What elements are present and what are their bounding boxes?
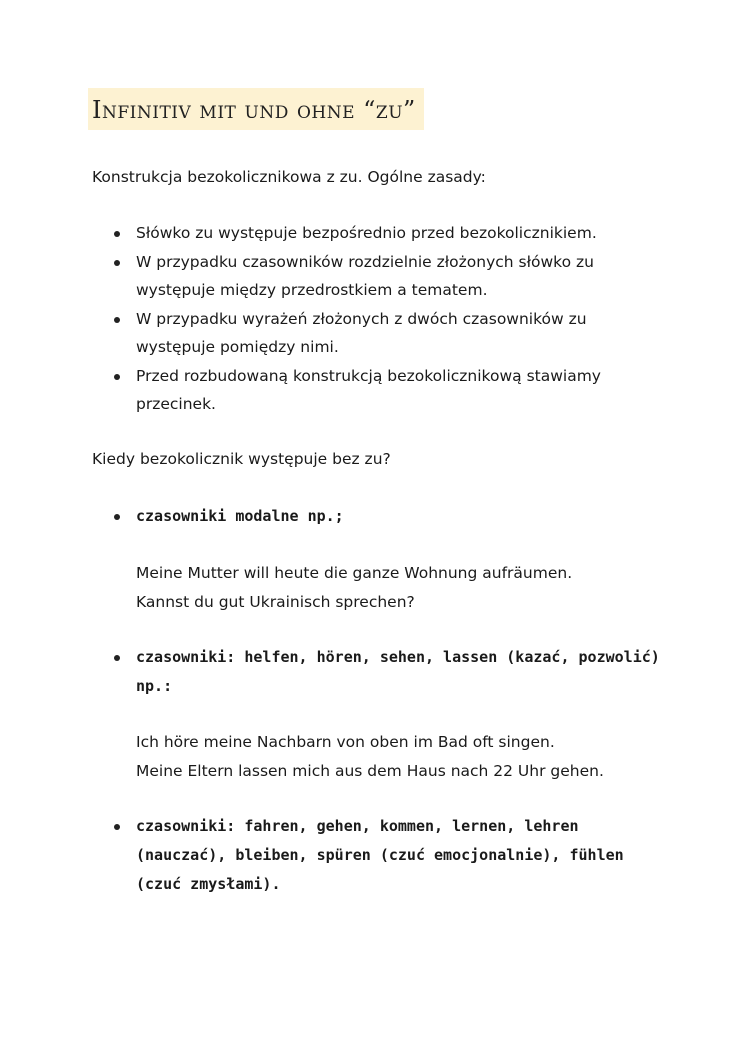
rules-list: [92, 219, 692, 419]
question-paragraph: Kiedy bezokolicznik występuje bez zu?: [92, 450, 391, 468]
case-heading: czasowniki: fahren, gehen, kommen, lernen, lehren (nauczać), bleiben, spüren (czuć emocjonalnie), fühlen (czuć zmysłami).: [92, 812, 672, 899]
list-item: Słówko zu występuje bezpośrednio przed bezokolicznikiem.: [92, 219, 692, 248]
list-item: W przypadku czasowników rozdzielnie złożonych słówko zu występuje między przedrostkiem a tematem.: [92, 248, 656, 305]
list-item: Przed rozbudowaną konstrukcją bezokolicznikową stawiamy przecinek.: [92, 362, 656, 419]
case-heading: czasowniki modalne np.;: [92, 502, 692, 531]
case-heading: czasowniki: helfen, hören, sehen, lassen (kazać, pozwolić) np.:: [92, 643, 672, 701]
example-sentence: Kannst du gut Ukrainisch sprechen?: [136, 593, 415, 611]
page-title: Infinitiv mit und ohne “zu”: [88, 88, 424, 130]
example-sentence: Ich höre meine Nachbarn von oben im Bad oft singen.: [136, 733, 555, 751]
example-sentence: Meine Mutter will heute die ganze Wohnung aufräumen.: [136, 564, 573, 582]
example-sentence: Meine Eltern lassen mich aus dem Haus nach 22 Uhr gehen.: [136, 762, 604, 780]
intro-paragraph: Konstrukcja bezokolicznikowa z zu. Ogólne zasady:: [92, 168, 486, 186]
list-item: W przypadku wyrażeń złożonych z dwóch czasowników zu występuje pomiędzy nimi.: [92, 305, 656, 362]
